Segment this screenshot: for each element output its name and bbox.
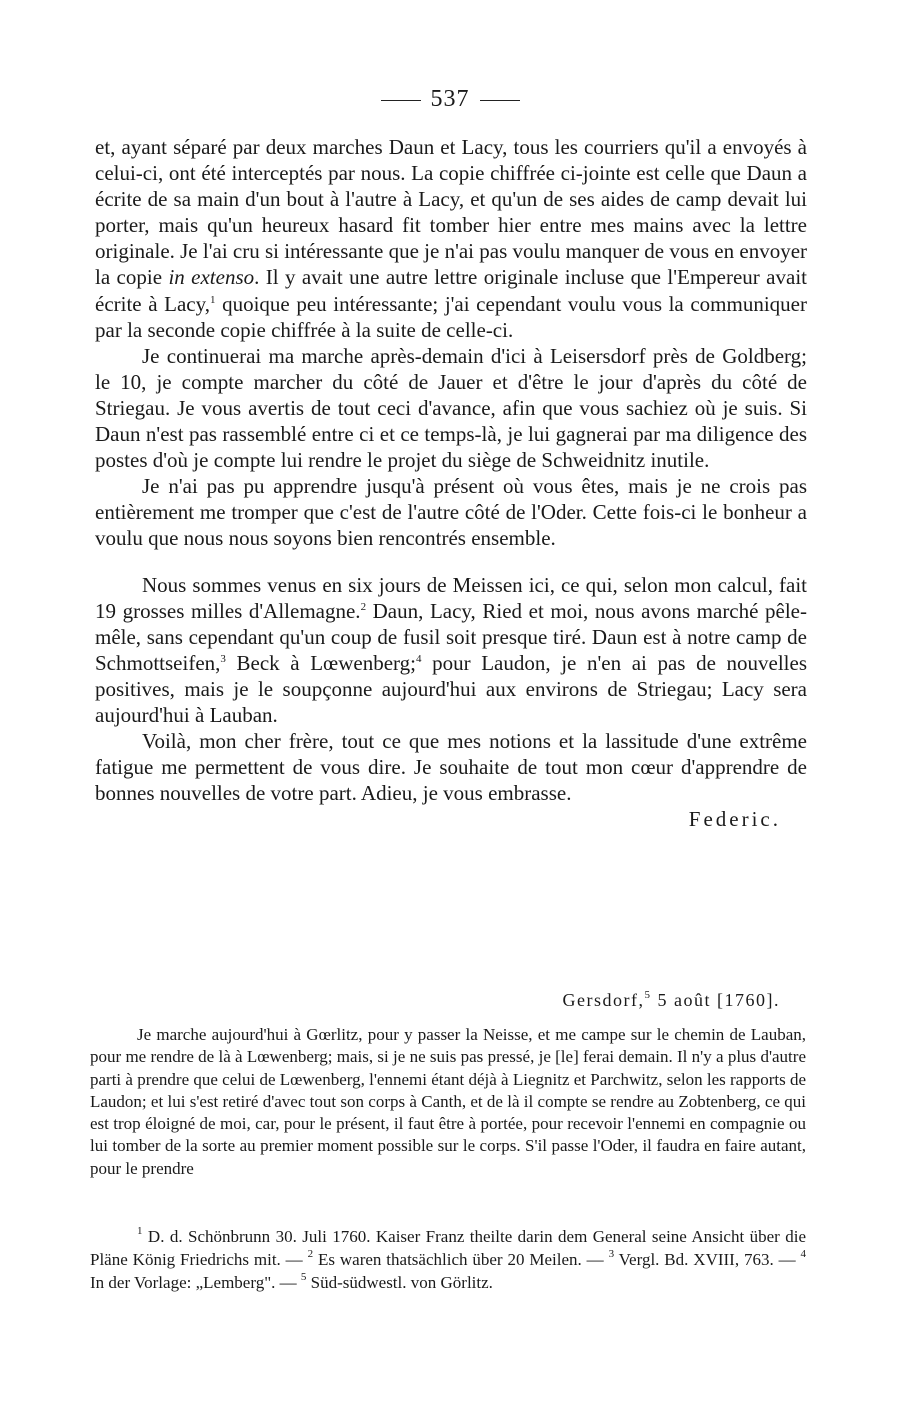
footnote-ref-5: 5 (644, 989, 652, 1001)
footnote-ref-3: 3 (220, 652, 226, 665)
header-rule-left (381, 100, 421, 101)
letter-body (95, 134, 807, 832)
footnote-ref-4: 4 (415, 652, 422, 665)
footnote-block: $^1$ D. d. Schönbrunn 30. Juli 1760. Kaiser Franz theilte darin dem General seine Ansicht über die Pläne König Friedrichs mit. — $^2$ Es waren thatsächlich über 20 Meilen. — $^3$ Vergl. Bd. XVIII, 763. — $^4$ In der Vorlage: „Lemberg". — $^5$ Süd-südwestl. von Görlitz. (90, 1225, 807, 1292)
small-letter (90, 1024, 806, 1180)
page-number: 537 (430, 86, 470, 112)
paragraph-5: Voilà, mon cher frère, tout ce que mes notions et la lassitude d'une extrême fatigue me permettent de vous dire. Je souhaite de tout mon cœur d'apprendre de bonnes nouvelles de votre part. Adieu, je vous embrasse. (95, 729, 807, 806)
paragraph-4: Nous sommes venus en six jours de Meissen ici, ce qui, selon mon calcul, fait 19 grosses milles d'Allemagne.$^2$ Daun, Lacy, Ried et moi, nous avons marché pêle-mêle, sans cependant qu'un coup de fusil soit presque tiré. Daun est à notre camp de Schmottseifen,$^3$ Beck à Lœwenberg;$^4$ pour Laudon, je n'en ai pas de nouvelles positives, mais je le soupçonne aujourd'hui aux environs de Striegau; Lacy sera aujourd'hui à Lauban. (95, 572, 808, 727)
footnote-ref-2: 2 (360, 600, 367, 613)
footnote-ref-1: 1 (210, 293, 216, 306)
dateline: Gersdorf,$^5$ 5 août [1760]. (562, 989, 780, 1010)
paragraph-1: et, ayant séparé par deux marches Daun et Lacy, tous les courriers qu'il a envoyés à celui-ci, ont été interceptés par nous. La copie chiffrée ci-jointe est celle que Daun a écrite de sa main d'un bout à l'autre à Lacy, et qu'un de ses aides de camp devait lui porter, mais qu'un heureux hasard fit tomber hier entre mes mains avec la lettre originale. Je l'ai cru si intéressante que je n'ai pas voulu manquer de vous en envoyer la copie in extenso. Il y avait une autre lettre originale incluse que l'Empereur avait écrite à Lacy,$^1$ quoique peu intéressante; j'ai cependant voulu vous la communiquer par la seconde copie chiffrée à la suite de celle-ci. (95, 135, 808, 342)
signature: Federic. (688, 807, 781, 832)
italic-phrase: in extenso (168, 265, 255, 290)
header-rule-right (480, 100, 520, 101)
page-header (0, 86, 900, 113)
signature-line (95, 806, 807, 832)
paragraph-3: Je n'ai pas pu apprendre jusqu'à présent où vous êtes, mais je ne crois pas entièrement me tromper que c'est de l'autre côté de l'Oder. Cette fois-ci le bonheur a voulu que nous nous soyons bien rencontrés ensemble. (95, 474, 807, 551)
small-paragraph: Je marche aujourd'hui à Gœrlitz, pour y passer la Neisse, et me campe sur le chemin de Lauban, pour me rendre de là à Lœwenberg; mais, si je ne suis pas pressé, je [le] ferai demain. Il n'y a plus d'autre parti à prendre que celui de Lœwenberg, l'ennemi étant déjà à Liegnitz et Parchwitz, selon les rapports de Laudon; et lui s'est retiré d'avec tout son corps à Canth, et de là il compte se rendre au Zobtenberg, ce qui est trop éloigné de moi, car, pour le présent, il faut être à portée, pour recevoir l'ennemi en compagnie ou lui tomber de la sorte au premier moment possible sur le corps. S'il passe l'Oder, il faudra en faire autant, pour le prendre (90, 1025, 807, 1178)
footnotes (90, 1225, 806, 1294)
paragraph-2: Je continuerai ma marche après-demain d'ici à Leisersdorf près de Goldberg; le 10, je compte marcher du côté de Jauer et d'être le jour d'après du côté de Striegau. Je vous avertis de tout ceci d'avance, afin que vous sachiez où je suis. Si Daun n'est pas rassemblé entre ci et ce temps-là, je lui gagnerai par ma diligence des postes d'où je compte lui rendre le projet du siège de Schweidnitz inutile. (95, 343, 807, 473)
section-gap (95, 552, 807, 572)
